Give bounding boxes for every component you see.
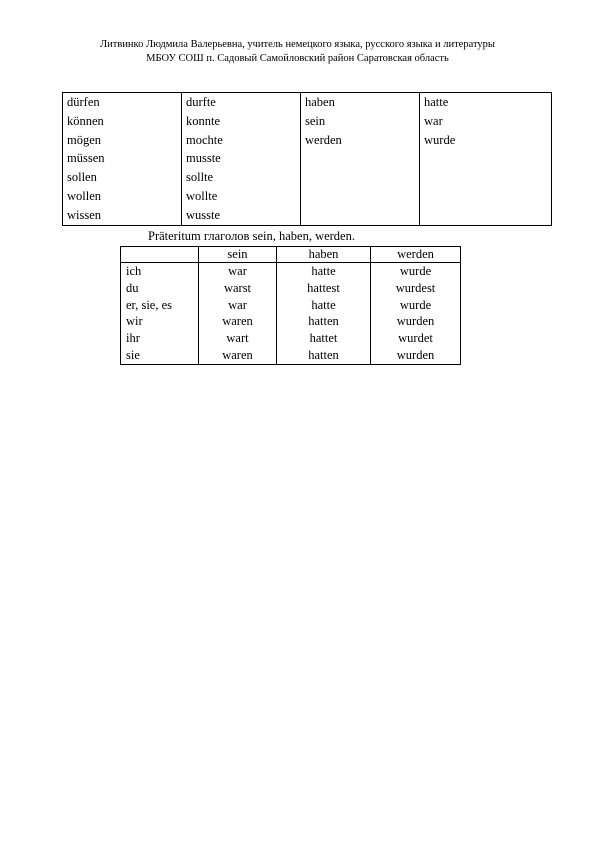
table-row (121, 313, 461, 330)
pronoun-cell: er, sie, es (121, 297, 199, 314)
list-item: hatte (424, 95, 449, 109)
table-row (63, 93, 552, 226)
pronoun-cell: du (121, 280, 199, 297)
list-item: wissen (67, 207, 102, 222)
werden-cell: wurdest (371, 280, 461, 297)
table-row (121, 280, 461, 297)
header-school: МБОУ СОШ п. Садовый Самойловский район Саратовская область (146, 53, 449, 64)
sein-cell: war (199, 263, 277, 280)
table-row (121, 330, 461, 347)
page-header (0, 38, 595, 66)
table-row (121, 263, 461, 280)
werden-cell: wurdet (371, 330, 461, 347)
infinitive-column (63, 93, 182, 226)
werden-cell: wurden (371, 313, 461, 330)
haben-cell: hatte (277, 297, 371, 314)
list-item: sollen (67, 170, 97, 185)
pronoun-cell: sie (121, 347, 199, 364)
column-header-pronoun (121, 247, 199, 263)
list-item: wusste (186, 207, 221, 222)
list-item: können (67, 113, 104, 128)
aux-infinitive-column (301, 93, 420, 226)
list-item: war (424, 113, 443, 128)
sein-cell: wart (199, 330, 277, 347)
haben-cell: hatten (277, 313, 371, 330)
haben-cell: hattest (277, 280, 371, 297)
pronoun-cell: ihr (121, 330, 199, 347)
modal-verbs-table (62, 92, 552, 226)
list-item: wollen (67, 188, 102, 203)
praeteritum-title: Präteritum глаголов sein, haben, werden. (148, 229, 355, 243)
sein-cell: warst (199, 280, 277, 297)
list-item: werden (305, 132, 342, 147)
haben-cell: hattet (277, 330, 371, 347)
praeteritum-table (120, 246, 461, 365)
list-item: konnte (186, 113, 221, 128)
list-item: wollte (186, 188, 218, 203)
preterite-column (182, 93, 301, 226)
werden-cell: wurde (371, 263, 461, 280)
pronoun-cell: wir (121, 313, 199, 330)
list-item: dürfen (67, 95, 100, 109)
table-header-row (121, 247, 461, 263)
haben-cell: hatte (277, 263, 371, 280)
sein-cell: waren (199, 313, 277, 330)
list-item: mochte (186, 132, 223, 147)
table-row (121, 297, 461, 314)
haben-cell: hatten (277, 347, 371, 364)
column-header-haben: haben (277, 247, 371, 263)
column-header-werden: werden (371, 247, 461, 263)
werden-cell: wurde (371, 297, 461, 314)
sein-cell: war (199, 297, 277, 314)
list-item: mögen (67, 132, 102, 147)
list-item: haben (305, 95, 335, 109)
list-item: musste (186, 151, 221, 166)
table-row (121, 347, 461, 364)
list-item: müssen (67, 151, 105, 166)
list-item: sollte (186, 170, 214, 185)
aux-preterite-column (420, 93, 552, 226)
werden-cell: wurden (371, 347, 461, 364)
column-header-sein: sein (199, 247, 277, 263)
list-item: wurde (424, 132, 456, 147)
list-item: durfte (186, 95, 216, 109)
list-item: sein (305, 113, 326, 128)
sein-cell: waren (199, 347, 277, 364)
pronoun-cell: ich (121, 263, 199, 280)
header-author: Литвинко Людмила Валерьевна, учитель немецкого языка, русского языка и литературы (100, 39, 495, 50)
